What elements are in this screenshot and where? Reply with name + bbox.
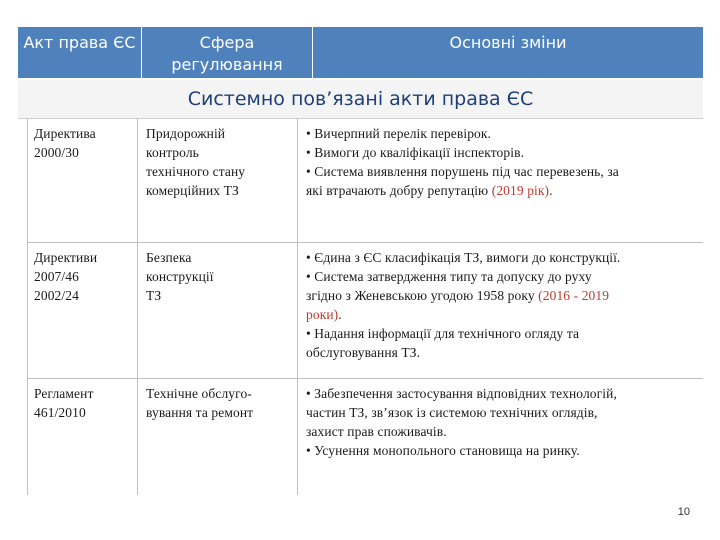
act-cell bbox=[34, 384, 139, 422]
highlight-date: (2016 - 2019 bbox=[538, 288, 610, 303]
changes-line: обслуговування ТЗ. bbox=[306, 345, 421, 360]
header-sphere-label-2: регулювання bbox=[171, 55, 283, 74]
changes-line: згідно з Женевською угодою 1958 року (2016 - 2019 bbox=[306, 288, 610, 303]
sphere-line: Технічне обслуго- bbox=[146, 386, 252, 401]
act-line: 2002/24 bbox=[34, 288, 79, 303]
table-body bbox=[27, 118, 703, 495]
highlight-date: роки) bbox=[306, 307, 339, 322]
changes-cell bbox=[306, 384, 698, 460]
sphere-line: Безпека bbox=[146, 250, 192, 265]
header-sphere bbox=[142, 27, 313, 78]
header-act-label: Акт права ЄС bbox=[23, 33, 136, 52]
changes-cell bbox=[306, 124, 698, 200]
act-line: 2007/46 bbox=[34, 269, 79, 284]
changes-line: • Вичерпний перелік перевірок. bbox=[306, 126, 492, 141]
highlight-date: (2019 рік) bbox=[491, 183, 550, 198]
header-changes bbox=[313, 27, 703, 78]
act-line: Регламент bbox=[34, 386, 94, 401]
act-line: 461/2010 bbox=[34, 405, 86, 420]
changes-line: • Вимоги до кваліфікації інспекторів. bbox=[306, 145, 525, 160]
changes-line: • Єдина з ЄС класифікація ТЗ, вимоги до конструкції. bbox=[306, 250, 621, 265]
table-row bbox=[27, 378, 703, 495]
table-header bbox=[18, 27, 703, 78]
page-number: 10 bbox=[677, 506, 690, 518]
sphere-cell bbox=[146, 248, 296, 305]
sphere-cell bbox=[146, 124, 296, 200]
act-line: Директива bbox=[34, 126, 96, 141]
header-sphere-label-1: Сфера bbox=[199, 33, 255, 52]
sphere-line: конструкції bbox=[146, 269, 214, 284]
changes-line: • Забезпечення застосування відповідних технологій, bbox=[306, 386, 617, 401]
changes-line: • Система виявлення порушень під час перевезень, за bbox=[306, 164, 619, 179]
changes-line: • Система затвердження типу та допуску до руху bbox=[306, 269, 592, 284]
table-row bbox=[27, 118, 703, 242]
header-changes-label: Основні зміни bbox=[449, 33, 567, 52]
sphere-line: технічного стану bbox=[146, 164, 246, 179]
act-line: Директиви bbox=[34, 250, 98, 265]
header-act bbox=[18, 27, 142, 78]
changes-line: частин ТЗ, зв’язок із системою технічних оглядів, bbox=[306, 405, 598, 420]
sphere-line: контроль bbox=[146, 145, 199, 160]
changes-line: • Надання інформації для технічного огляду та bbox=[306, 326, 580, 341]
sphere-cell bbox=[146, 384, 296, 422]
sphere-line: Придорожній bbox=[146, 126, 226, 141]
sphere-line: вування та ремонт bbox=[146, 405, 254, 420]
changes-line: захист прав споживачів. bbox=[306, 424, 447, 439]
changes-cell bbox=[306, 248, 698, 362]
act-line: 2000/30 bbox=[34, 145, 79, 160]
section-title: Системно пов’язані акти права ЄС bbox=[18, 80, 703, 119]
changes-line: • Усунення монопольного становища на ринку. bbox=[306, 443, 580, 458]
act-cell bbox=[34, 248, 139, 305]
act-cell bbox=[34, 124, 139, 162]
changes-line: які втрачають добру репутацію (2019 рік). bbox=[306, 183, 553, 198]
sphere-line: ТЗ bbox=[146, 288, 162, 303]
table-row bbox=[27, 242, 703, 378]
sphere-line: комерційних ТЗ bbox=[146, 183, 239, 198]
changes-line: роки). bbox=[306, 307, 342, 322]
